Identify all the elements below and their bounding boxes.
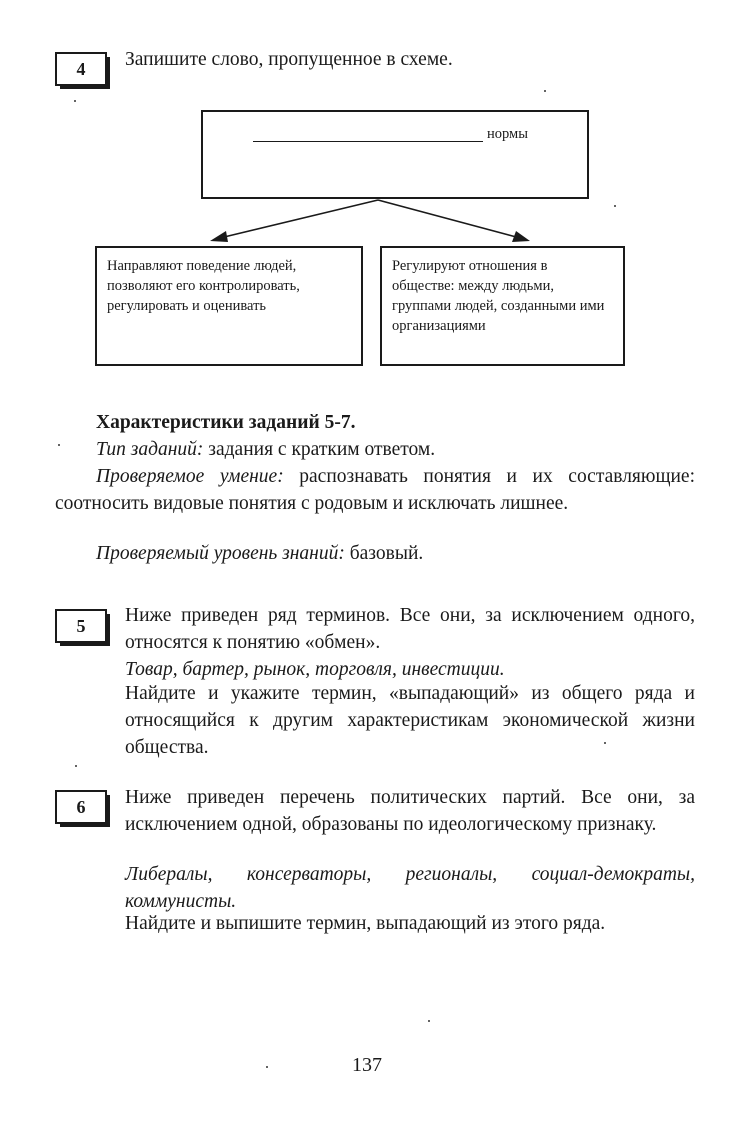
level-label: Проверяемый уровень знаний:	[96, 543, 345, 564]
scan-speck	[614, 205, 616, 207]
type-label: Тип заданий:	[96, 439, 204, 460]
task-6-intro: Ниже приведен перечень политических партий. Все они, за исключением одной, образованы по идеологическому признаку.	[125, 787, 695, 835]
page-number: 137	[352, 1054, 382, 1076]
task-number-box	[55, 609, 107, 643]
level-value: базовый.	[344, 543, 424, 564]
norms-word: нормы	[487, 126, 528, 142]
characteristics-type	[55, 436, 695, 463]
task-number: 4	[76, 59, 86, 79]
arrow-right-head	[512, 231, 530, 242]
diagram-left-box	[95, 246, 363, 366]
skill-label: Проверяемое умение:	[96, 466, 284, 487]
scan-speck	[74, 100, 76, 102]
scan-speck	[544, 90, 546, 92]
scan-speck	[75, 765, 77, 767]
arrow-left-head	[210, 231, 228, 242]
task-5-instruction: Найдите и укажите термин, «выпадающий» из общего ряда и относящийся к другим характеристикам экономической жизни общества.	[125, 683, 695, 758]
diagram-arrows	[0, 0, 743, 260]
type-value: задания с кратким ответом.	[203, 439, 436, 460]
characteristics-level	[55, 540, 695, 567]
right-box-text: Регулируют отношения в обществе: между людьми, группами людей, созданными ими организациями	[392, 258, 605, 334]
task-6-instruction: Найдите и выпишите термин, выпадающий из этого ряда.	[125, 913, 606, 934]
scan-speck	[266, 1066, 268, 1068]
scan-speck	[604, 742, 606, 744]
task-number: 5	[76, 616, 86, 636]
characteristics-skill	[55, 463, 695, 517]
characteristics-heading: Характеристики заданий 5-7.	[96, 412, 356, 433]
arrow-right-line	[378, 200, 520, 238]
left-box-text: Направляют поведение людей, позволяют его контролировать, регулировать и оценивать	[107, 258, 300, 314]
scan-speck	[428, 1020, 430, 1022]
scan-speck	[58, 444, 60, 446]
task-4-text: Запишите слово, пропущенное в схеме.	[125, 49, 453, 70]
arrow-left-line	[220, 200, 378, 238]
task-number-box	[55, 790, 107, 824]
task-5-terms: Товар, бартер, рынок, торговля, инвестиции.	[125, 659, 505, 680]
task-number: 6	[76, 797, 86, 817]
task-5-intro: Ниже приведен ряд терминов. Все они, за исключением одного, относятся к понятию «обмен».	[125, 605, 695, 653]
skill-value: распознавать понятия и их составляющие: соотносить видовые понятия с родовым и исключать лишнее.	[55, 466, 695, 514]
task-6-terms: Либералы, консерваторы, регионалы, социал-демократы, коммунисты.	[125, 864, 695, 912]
diagram-right-box	[380, 246, 625, 366]
